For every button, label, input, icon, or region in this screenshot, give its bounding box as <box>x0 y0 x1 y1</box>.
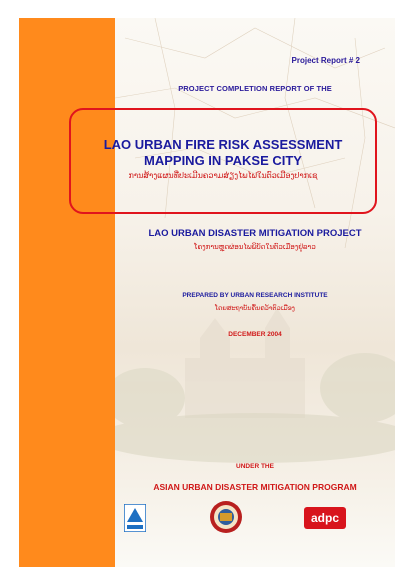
project-name-lao: ໂຄງການຫຼຸດຜ່ອນໄພພິບັດໃນຕົວເມືອງຢູ່ລາວ <box>194 244 316 251</box>
completion-heading: PROJECT COMPLETION REPORT OF THE <box>178 84 332 93</box>
prepared-by-lao: ໂດຍສະຖາບັນຄົ້ນຄວ້າຕົວເມືອງ <box>215 305 295 312</box>
report-date: DECEMBER 2004 <box>228 331 282 338</box>
under-the-label: UNDER THE <box>236 463 274 470</box>
title-lao: ການສ້າງແຜນທີ່ປະເມີນຄວາມສ່ຽງໄພໄຟໃນຕົວເມືອງປາກເຊ <box>128 171 318 180</box>
adpc-logo: adpc <box>304 507 346 529</box>
prepared-by: PREPARED BY URBAN RESEARCH INSTITUTE <box>182 292 328 299</box>
uri-logo-icon <box>124 504 146 532</box>
report-number: Project Report # 2 <box>291 56 360 65</box>
program-name: ASIAN URBAN DISASTER MITIGATION PROGRAM <box>153 482 357 492</box>
title-line-1: LAO URBAN FIRE RISK ASSESSMENT <box>103 137 343 152</box>
orange-side-bar <box>19 18 115 567</box>
project-name: LAO URBAN DISASTER MITIGATION PROJECT <box>148 228 362 239</box>
title-line-2: MAPPING IN PAKSE CITY <box>144 153 302 168</box>
government-seal-icon <box>209 500 243 534</box>
